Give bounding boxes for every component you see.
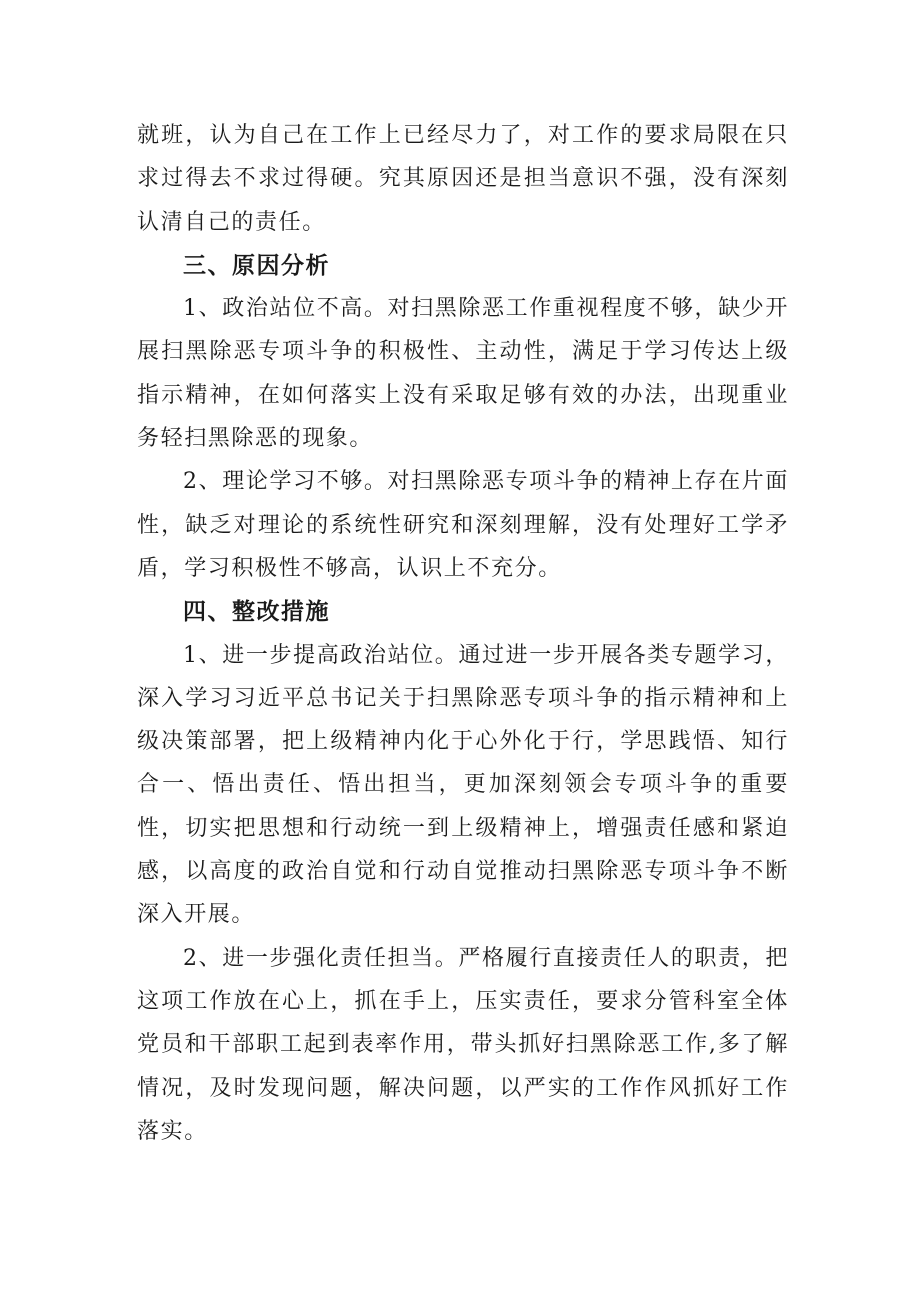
document-body bbox=[137, 114, 789, 1153]
section-heading-rectification: 四、整改措施 bbox=[183, 598, 330, 626]
paragraph-continuation: 就班，认为自己在工作上已经尽力了，对工作的要求局限在只求过得去不求过得硬。究其原因还是担当意识不强，没有深刻认清自己的责任。 bbox=[137, 123, 789, 235]
section-heading-cause-analysis: 三、原因分析 bbox=[183, 251, 330, 279]
paragraph-measure-2: 2、进一步强化责任担当。严格履行直接责任人的职责，把这项工作放在心上，抓在手上，压实责任，要求分管科室全体党员和干部职工起到表率作用，带头抓好扫黑除恶工作,多了解情况，及时发现问题，解决问题，以严实的工作作风抓好工作落实。 bbox=[137, 945, 789, 1144]
paragraph-measure-1: 1、进一步提高政治站位。通过进一步开展各类专题学习，深入学习习近平总书记关于扫黑除恶专项斗争的指示精神和上级决策部署，把上级精神内化于心外化于行，学思践悟、知行合一、悟出责任、悟出担当，更加深刻领会专项斗争的重要性，切实把思想和行动统一到上级精神上，增强责任感和紧迫感，以高度的政治自觉和行动自觉推动扫黑除恶专项斗争不断深入开展。 bbox=[137, 642, 789, 928]
paragraph-cause-1: 1、政治站位不高。对扫黑除恶工作重视程度不够，缺少开展扫黑除恶专项斗争的积极性、主动性，满足于学习传达上级指示精神，在如何落实上没有采取足够有效的办法，出现重业务轻扫黑除恶的现象。 bbox=[137, 296, 789, 452]
paragraph-cause-2: 2、理论学习不够。对扫黑除恶专项斗争的精神上存在片面性，缺乏对理论的系统性研究和深刻理解，没有处理好工学矛盾，学习积极性不够高，认识上不充分。 bbox=[137, 469, 789, 581]
